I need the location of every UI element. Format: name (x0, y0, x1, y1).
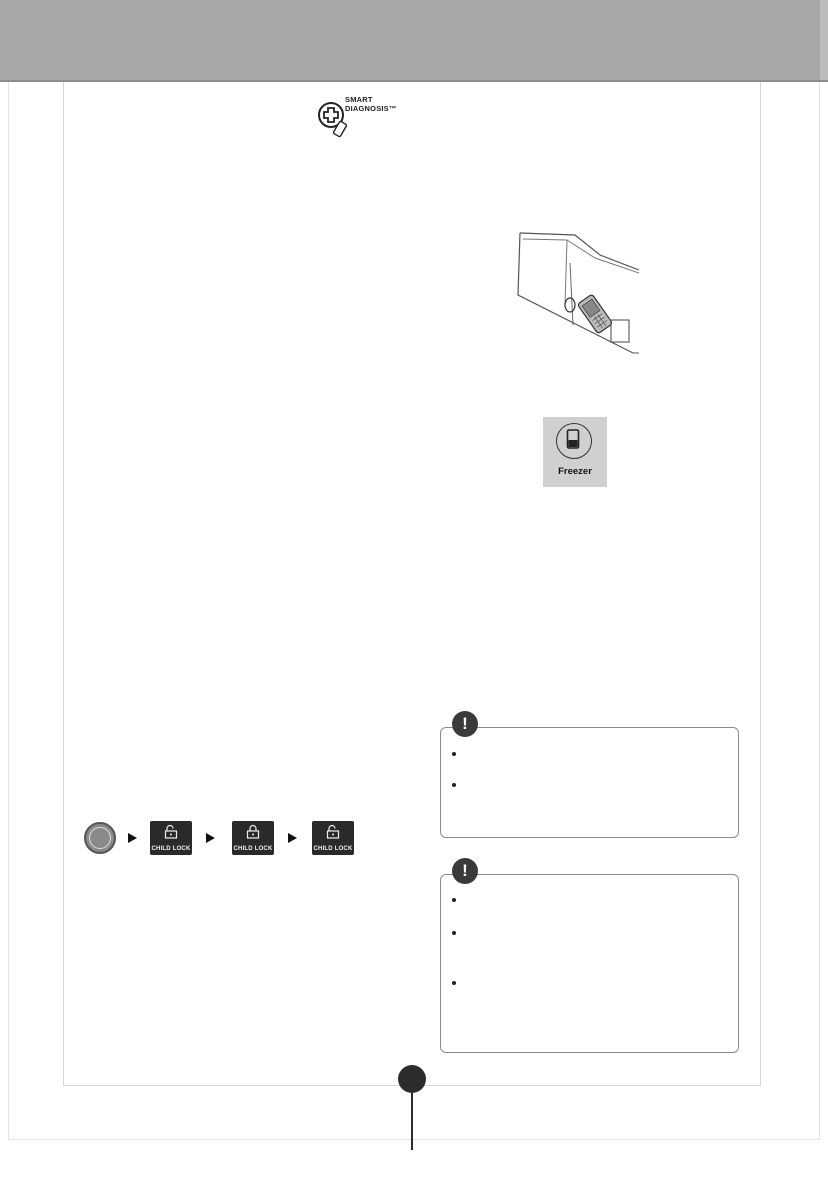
page-marker-line (411, 1092, 413, 1150)
note-bullet (452, 981, 456, 985)
lock-icon (245, 824, 261, 840)
header-band (0, 0, 828, 80)
arrow-right-icon (128, 833, 137, 843)
section-tab (820, 0, 828, 80)
freezer-icon-ring (556, 423, 592, 459)
child-lock-button[interactable] (150, 821, 192, 855)
logo-text-line2: DIAGNOSIS™ (345, 103, 397, 113)
child-lock-button[interactable] (232, 821, 274, 855)
note-bullet (452, 898, 456, 902)
child-lock-button[interactable] (312, 821, 354, 855)
note-box (440, 727, 739, 838)
dial-button[interactable] (84, 822, 116, 854)
note-title-rule (470, 874, 540, 875)
child-lock-label: CHILD LOCK (151, 846, 191, 852)
child-lock-sequence (84, 821, 364, 857)
lock-icon (325, 824, 341, 840)
note-title-rule (470, 727, 540, 728)
child-lock-label: CHILD LOCK (313, 846, 353, 852)
freezer-icon (556, 423, 590, 457)
drawer-illustration (515, 225, 641, 367)
note-box (440, 874, 739, 1053)
smart-diagnosis-text (345, 96, 397, 113)
note-bullet (452, 783, 456, 787)
warning-icon: ! (452, 711, 478, 737)
smart-diagnosis-logo (317, 95, 397, 140)
warning-icon: ! (452, 858, 478, 884)
lock-icon (163, 824, 179, 840)
arrow-right-icon (206, 833, 215, 843)
freezer-button[interactable] (543, 417, 607, 487)
arrow-right-icon (288, 833, 297, 843)
freezer-label: Freezer (558, 466, 592, 477)
page-number-marker (398, 1065, 426, 1093)
dial-inner-ring (89, 827, 111, 849)
logo-text-line1: SMART (345, 95, 373, 104)
child-lock-label: CHILD LOCK (233, 846, 273, 852)
note-bullet (452, 752, 456, 756)
smart-diagnosis-logo-icon (317, 98, 347, 140)
note-bullet (452, 931, 456, 935)
